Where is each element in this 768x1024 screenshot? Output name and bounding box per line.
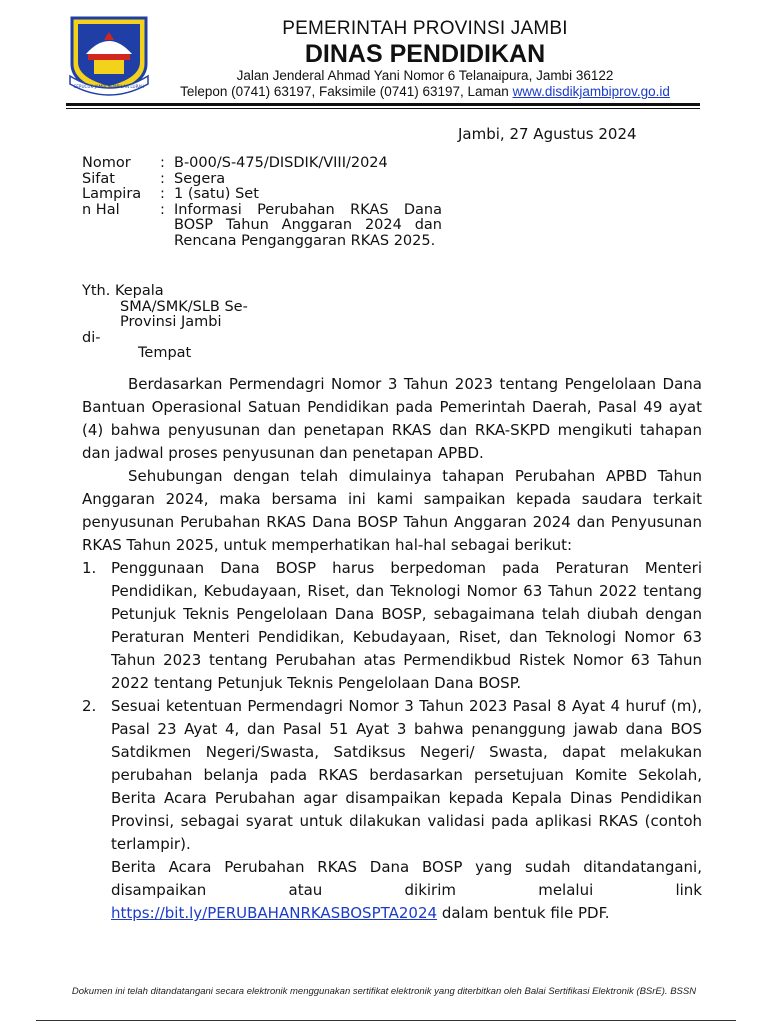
letterhead-divider-thin [66, 108, 700, 109]
list-item-continuation-text [111, 856, 702, 925]
letterhead-contact-text: Telepon (0741) 63197, Faksimile (0741) 63197, Laman [180, 84, 513, 99]
meta-value: 1 (satu) Set [174, 186, 259, 202]
meta-value: Segera [174, 170, 226, 187]
list-item-text: Sesuai ketentuan Permendagri Nomor 3 Tahun 2023 Pasal 8 Ayat 4 huruf (m), Pasal 23 Ayat 4, dan Pasal 51 Ayat 3 bahwa penanggung jawab dana BOS Satdikmen Negeri/Swasta, Satdiksus Negeri/ Swasta, dapat melakukan perubahan belanja pada RKAS berdasarkan persetujuan Komite Sekolah, Berita Acara Perubahan agar disampaikan kepada Kepala Dinas Pendidikan Provinsi, sebagai syarat untuk dilakukan validasi pada aplikasi RKAS (contoh terlampir). [111, 697, 702, 853]
address-line-1: Yth. Kepala [82, 283, 164, 299]
meta-label: Nomor [82, 155, 131, 171]
letterhead-agency: DINAS PENDIDIKAN [304, 40, 546, 68]
list-item-number: 1. [82, 559, 97, 577]
jambi-province-logo-icon [66, 14, 152, 96]
esign-footer-note: Dokumen ini telah ditandatangani secara elektronik menggunakan sertifikat elektronik yang diterbitkan oleh Balai Sertifikasi Elektronik (BSrE). BSSN [71, 986, 697, 997]
address-line-3: Provinsi Jambi [120, 314, 222, 330]
continuation-suffix: dalam bentuk file PDF. [437, 904, 610, 922]
letterhead [160, 18, 690, 100]
list-item-text: Penggunaan Dana BOSP harus berpedoman pada Peraturan Menteri Pendidikan, Kebudayaan, Riset, dan Teknologi Nomor 63 Tahun 2022 tentang Petunjuk Teknis Pengelolaan Dana BOSP, sebagaimana telah diubah dengan Peraturan Menteri Pendidikan, Kebudayaan, Riset, dan Teknologi Nomor 63 Tahun 2023 tentang Perubahan atas Permendikbud Ristek Nomor 63 Tahun 2022 tentang Petunjuk Teknis Pengelolaan Dana BOSP. [111, 559, 702, 692]
logo-ribbon-text: SEPUCUK JAMBI SEMBILAN LURAH [73, 84, 145, 89]
address-line-2: SMA/SMK/SLB Se- [120, 298, 248, 315]
meta-value-subject: Informasi Perubahan RKAS Dana BOSP Tahun Anggaran 2024 dan Rencana Penganggaran RKAS 2025. [174, 201, 442, 249]
address-line-4: di- [82, 329, 101, 346]
letterhead-address: Jalan Jenderal Ahmad Yani Nomor 6 Telanaipura, Jambi 36122 [236, 68, 614, 83]
address-line-5: Tempat [138, 345, 192, 361]
meta-row-nomor [82, 156, 442, 172]
meta-colon: : [160, 201, 165, 218]
continuation-text: Berita Acara Perubahan RKAS Dana BOSP yang sudah ditandatangani, disampaikan atau dikirim melalui link [111, 858, 702, 899]
meta-value: B-000/S-475/DISDIK/VIII/2024 [174, 155, 388, 171]
meta-row-hal [82, 203, 442, 250]
letterhead-divider-thick [66, 103, 700, 106]
meta-row-sifat [82, 172, 442, 188]
meta-colon: : [160, 155, 165, 171]
letterhead-government: PEMERINTAH PROVINSI JAMBI [282, 18, 568, 39]
footer-divider [36, 1020, 736, 1021]
list-item-number: 2. [82, 697, 97, 715]
recipient-address [82, 284, 342, 362]
letterhead-website-link[interactable]: www.disdikjambiprov.go.id [512, 84, 670, 99]
letter-meta [82, 156, 442, 249]
list-item [82, 695, 702, 856]
body-paragraph-1: Berdasarkan Permendagri Nomor 3 Tahun 2023 tentang Pengelolaan Dana Bantuan Operasional Satuan Pendidikan pada Pemerintah Daerah, Pasal 49 ayat (4) bahwa penyusunan dan penetapan RKAS dan RKA-SKPD mengikuti tahapan dan jadwal proses penyusunan dan penetapan APBD. [82, 375, 702, 462]
letterhead-contact [160, 84, 690, 100]
meta-colon: : [160, 186, 165, 202]
meta-label: Lampira [82, 186, 142, 202]
submission-link[interactable]: https://bit.ly/PERUBAHANRKASBOSPTA2024 [111, 904, 438, 922]
meta-row-lampiran [82, 187, 442, 203]
letter-date: Jambi, 27 Agustus 2024 [458, 125, 637, 143]
list-item-continuation [82, 856, 702, 925]
meta-colon: : [160, 170, 165, 187]
list-item [82, 557, 702, 695]
meta-label: n Hal [82, 201, 120, 218]
body-paragraph-2: Sehubungan dengan telah dimulainya tahapan Perubahan APBD Tahun Anggaran 2024, maka bersama ini kami sampaikan kepada saudara terkait penyusunan Perubahan RKAS Dana BOSP Tahun Anggaran 2024 dan Penyusunan RKAS Tahun 2025, untuk memperhatikan hal-hal sebagai berikut: [82, 467, 702, 554]
instruction-list [82, 557, 702, 925]
meta-label: Sifat [82, 170, 115, 187]
